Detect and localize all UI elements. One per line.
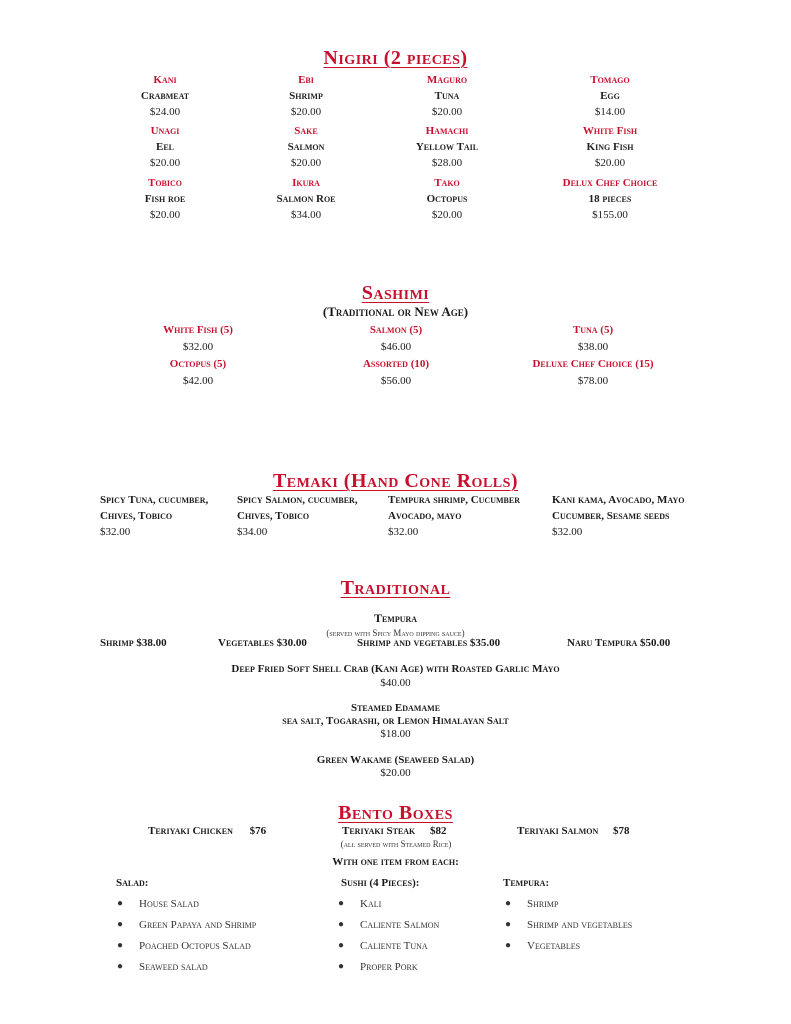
item-price: $32.00 xyxy=(100,526,131,538)
traditional-heading: Traditional xyxy=(340,577,451,599)
bento-price: $82 xyxy=(430,825,447,837)
temaki-item xyxy=(388,492,548,540)
with-each-note: With one item from each: xyxy=(332,856,459,868)
temaki-item xyxy=(552,492,712,540)
item-desc: Kani kama, Avocado, Mayo xyxy=(552,494,685,506)
item-price: $20.00 xyxy=(431,209,463,221)
tempura-option: Vegetables $30.00 xyxy=(218,637,307,649)
sashimi-item xyxy=(493,356,693,390)
bento-name: Teriyaki Salmon xyxy=(517,825,599,837)
item-desc: Tuna xyxy=(434,90,460,102)
wakame-name: Green Wakame (Seaweed Salad) xyxy=(316,754,475,766)
item-name: Unagi xyxy=(150,125,180,137)
bullet-icon: ● xyxy=(117,898,124,909)
item-name: Hamachi xyxy=(425,125,469,137)
sashimi-heading: Sashimi xyxy=(361,282,430,304)
item-price: $20.00 xyxy=(594,157,626,169)
tempura-option: Naru Tempura $50.00 xyxy=(567,637,671,649)
item-price: $14.00 xyxy=(594,106,626,118)
bullet-icon: ● xyxy=(117,961,124,972)
item-price: $20.00 xyxy=(290,157,322,169)
item-name: Tobico xyxy=(147,177,182,189)
item-price: $32.00 xyxy=(552,526,583,538)
item-name: Delux Chef Choice xyxy=(562,177,658,189)
edamame-desc: sea salt, Togarashi, or Lemon Himalayan Salt xyxy=(282,715,509,727)
item-price: $20.00 xyxy=(149,209,181,221)
bento-heading: Bento Boxes xyxy=(338,802,453,824)
item-desc: Fish roe xyxy=(144,193,186,205)
item-name: Ikura xyxy=(292,177,320,189)
item-name: Ebi xyxy=(298,74,314,86)
item-name: Tako xyxy=(434,177,460,189)
edamame-name: Steamed Edamame xyxy=(350,702,441,714)
item-desc: Spicy Salmon, cucumber, xyxy=(237,494,358,506)
bento-box xyxy=(148,825,266,837)
item-desc: Avocado, mayo xyxy=(388,510,462,522)
sashimi-subtitle: (Traditional or New Age) xyxy=(322,304,469,319)
bullet-icon: ● xyxy=(338,919,345,930)
edamame-price: $18.00 xyxy=(380,728,411,740)
salad-label: Salad: xyxy=(116,877,149,889)
wakame-price: $20.00 xyxy=(380,767,411,779)
sashimi-item xyxy=(296,356,496,390)
list-item: ● Green Papaya and Shrimp xyxy=(117,918,257,931)
crab-name: Deep Fried Soft Shell Crab (Kani Age) with Roasted Garlic Mayo xyxy=(231,663,560,675)
item-desc: Chives, Tobico xyxy=(237,510,310,522)
item-price: $24.00 xyxy=(149,106,181,118)
bullet-icon: ● xyxy=(505,898,512,909)
tempura-title: Tempura xyxy=(373,611,418,625)
item-price: $78.00 xyxy=(577,375,609,387)
item-name: Maguro xyxy=(426,74,468,86)
item-desc: Spicy Tuna, cucumber, xyxy=(100,494,209,506)
list-item: ● Proper Pork xyxy=(338,960,418,973)
item-name: Kani xyxy=(153,74,177,86)
list-item: ● Kali xyxy=(338,897,382,910)
sushi-label: Sushi (4 Pieces): xyxy=(341,877,420,889)
item-name: White Fish (5) xyxy=(163,324,233,336)
item-price: $32.00 xyxy=(388,526,419,538)
item-desc: Cucumber, Sesame seeds xyxy=(552,510,670,522)
bento-price: $76 xyxy=(249,825,267,837)
nigiri-item xyxy=(362,123,532,171)
item-desc: Shrimp xyxy=(289,90,323,102)
tempura-note: (served with Spicy Mayo dipping sauce) xyxy=(326,628,465,638)
nigiri-item xyxy=(362,175,532,223)
item-price: $42.00 xyxy=(182,375,214,387)
bento-name: Teriyaki Steak xyxy=(342,825,416,837)
nigiri-item xyxy=(525,123,695,171)
item-price: $46.00 xyxy=(380,341,412,353)
item-price: $155.00 xyxy=(592,209,628,221)
bullet-icon: ● xyxy=(338,961,345,972)
bullet-icon: ● xyxy=(505,940,512,951)
temaki-heading: Temaki (Hand Cone Rolls) xyxy=(272,470,519,492)
bullet-icon: ● xyxy=(505,919,512,930)
item-name: White Fish xyxy=(582,125,638,137)
item-desc: Egg xyxy=(600,90,620,102)
bento-name: Teriyaki Chicken xyxy=(148,825,233,837)
item-desc: Eel xyxy=(155,141,174,153)
item-name: Assorted (10) xyxy=(362,358,430,370)
item-desc: 18 pieces xyxy=(588,193,632,205)
item-name: Sake xyxy=(294,125,318,137)
bullet-icon: ● xyxy=(338,940,345,951)
item-name: Deluxe Chef Choice (15) xyxy=(532,358,654,370)
item-price: $20.00 xyxy=(290,106,322,118)
item-name: Tomago xyxy=(590,74,630,86)
nigiri-item xyxy=(525,175,695,223)
item-desc: Crabmeat xyxy=(140,90,190,102)
nigiri-item xyxy=(525,72,695,120)
item-price: $38.00 xyxy=(577,341,609,353)
item-desc: Chives, Tobico xyxy=(100,510,173,522)
tempura-option: Shrimp and vegetables $35.00 xyxy=(357,637,501,649)
sashimi-item xyxy=(493,322,693,356)
list-item: ● Caliente Salmon xyxy=(338,918,440,931)
salad-list xyxy=(117,893,256,977)
item-name: Salmon (5) xyxy=(369,324,423,336)
item-name: Tuna (5) xyxy=(572,324,614,336)
item-price: $32.00 xyxy=(182,341,214,353)
temaki-item xyxy=(100,492,260,540)
item-desc: Salmon xyxy=(287,141,325,153)
sashimi-item xyxy=(296,322,496,356)
tempura-label: Tempura: xyxy=(503,877,550,889)
item-desc: Salmon Roe xyxy=(276,193,336,205)
bento-box xyxy=(517,825,630,837)
item-price: $56.00 xyxy=(380,375,412,387)
rice-note: (all served with Steamed Rice) xyxy=(340,839,452,849)
list-item: ● Caliente Tuna xyxy=(338,939,428,952)
item-name: Octopus (5) xyxy=(169,358,227,370)
item-desc: King Fish xyxy=(586,141,634,153)
tempura-option: Shrimp $38.00 xyxy=(100,637,167,649)
list-item: ● Seaweed salad xyxy=(117,960,208,973)
nigiri-item xyxy=(362,72,532,120)
list-item: ● House Salad xyxy=(117,897,199,910)
sashimi-item xyxy=(98,322,298,356)
nigiri-heading: Nigiri (2 pieces) xyxy=(323,47,468,69)
list-item: ● Poached Octopus Salad xyxy=(117,939,251,952)
item-price: $20.00 xyxy=(149,157,181,169)
bullet-icon: ● xyxy=(117,940,124,951)
item-desc: Tempura shrimp, Cucumber xyxy=(388,494,520,506)
bullet-icon: ● xyxy=(117,919,124,930)
list-item: ● Shrimp and vegetables xyxy=(505,918,633,931)
temaki-item xyxy=(237,492,397,540)
item-price: $34.00 xyxy=(290,209,322,221)
item-price: $20.00 xyxy=(431,106,463,118)
item-price: $28.00 xyxy=(431,157,463,169)
crab-price: $40.00 xyxy=(380,677,411,689)
item-desc: Octopus xyxy=(426,193,468,205)
item-price: $34.00 xyxy=(237,526,268,538)
sashimi-item xyxy=(98,356,298,390)
list-item: ● Shrimp xyxy=(505,897,559,910)
bento-box xyxy=(342,825,447,837)
item-desc: Yellow Tail xyxy=(415,141,479,153)
tempura-list xyxy=(505,893,632,956)
list-item: ● Vegetables xyxy=(505,939,581,952)
bullet-icon: ● xyxy=(338,898,345,909)
bento-price: $78 xyxy=(613,825,630,837)
sushi-list xyxy=(338,893,439,977)
